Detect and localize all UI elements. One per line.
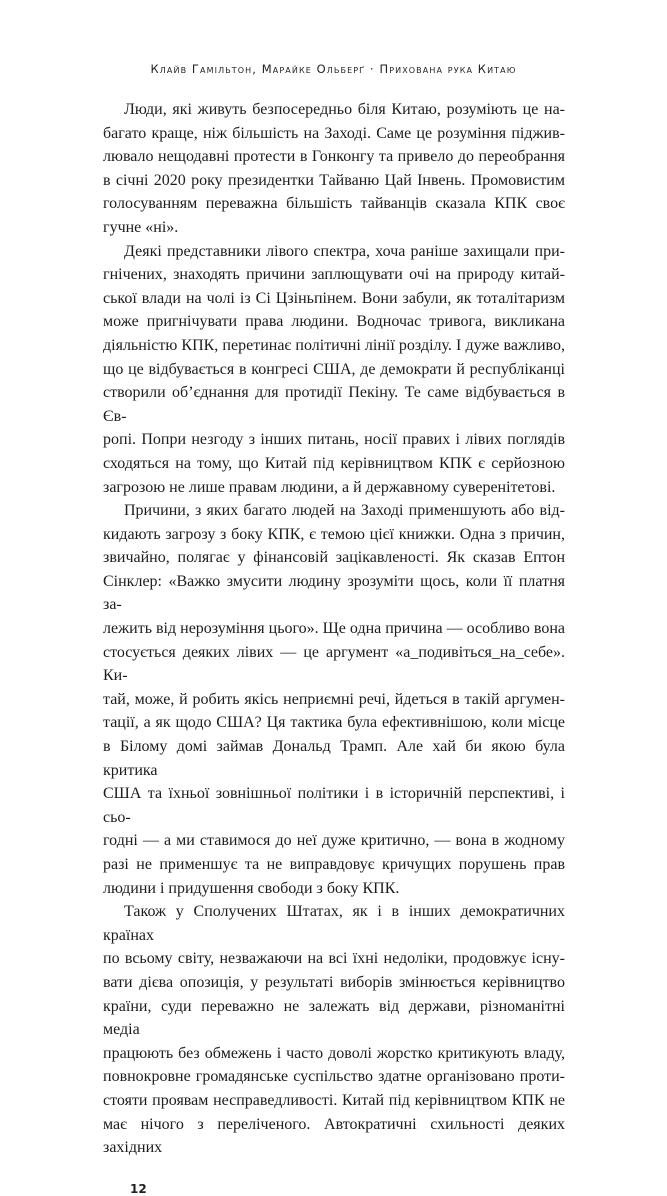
text-line: багато краще, ніж більшість на Заході. Саме це розуміння піджив-	[103, 124, 565, 142]
text-line: вати дієва опозиція, у результаті виборів змінюється керівництво	[103, 973, 565, 991]
text-line: тай, може, й робить якісь неприємні речі, йдеться в такій аргумен-	[103, 690, 565, 708]
text-line: гучне «ні».	[103, 218, 179, 236]
text-line: США та їхньої зовнішньої політики і в історичній перспективі, і сьо-	[103, 785, 565, 826]
text-line: працюють без обмежень і часто доволі жорстко критикують владу,	[103, 1044, 565, 1062]
text-line: годні — а ми ставимося до неї дуже критично, — вона в жодному	[103, 832, 565, 850]
text-line: може пригнічувати права людини. Водночас тривога, викликана	[103, 313, 565, 331]
text-line: кидають загрозу з боку КПК, є темою цієї книжки. Одна з причин,	[103, 525, 565, 543]
text-line: Люди, які живуть безпосередньо біля Китаю, розуміють це на-	[124, 101, 565, 118]
text-line: Деякі представники лівого спектра, хоча раніше захищали при-	[124, 242, 565, 260]
text-line: що це відбувається в конгресі США, де демократи й республіканці	[103, 360, 565, 378]
header-separator: ·	[365, 62, 380, 76]
text-line: людини і придушення свободи з боку КПК.	[103, 879, 400, 897]
text-line: лювало нещодавні протести в Гонконгу та привело до переобрання	[103, 148, 565, 166]
text-line: загрозою не лише правам людини, а й державному суверенітетові.	[103, 478, 556, 496]
text-line: сходяться на тому, що Китай під керівництвом КПК є серйозною	[103, 454, 565, 472]
paragraph	[103, 900, 565, 1160]
text-line: Також у Сполучених Штатах, як і в інших демократичних країнах	[103, 903, 565, 944]
paragraph	[103, 499, 565, 900]
text-line: має нічого з переліченого. Автократичні схильності деяких західних	[103, 1115, 565, 1157]
running-header	[0, 62, 667, 76]
text-line: Причини, з яких багато людей на Заході применшують або від-	[124, 502, 565, 520]
text-line: по всьому світу, незважаючи на всі їхні недоліки, продовжує існу-	[103, 950, 565, 968]
text-line: ропі. Попри незгоду з інших питань, носії правих і лівих поглядів	[103, 431, 565, 449]
text-line: в січні 2020 року президентки Тайваню Цай Інвень. Промовистим	[103, 171, 565, 189]
text-line: гнічених, знаходять причини заплющувати очі на природу китай-	[103, 266, 565, 284]
text-line: лежить від нерозуміння цього». Ще одна причина — особливо вона	[103, 620, 565, 638]
paragraph	[103, 98, 565, 240]
page-number: 12	[130, 1181, 147, 1196]
text-line: створили об’єднання для протидії Пекіну. Те саме відбувається в Єв-	[103, 384, 565, 425]
text-line: Сінклер: «Важко змусити людину зрозуміти щось, коли її платня за-	[103, 572, 565, 614]
text-line: звичайно, полягає у фінансовій зацікавленості. Як сказав Ептон	[103, 549, 565, 567]
text-line: в Білому домі займав Дональд Трамп. Але хай би якою була критика	[103, 738, 565, 779]
text-line: стосується деяких лівих — це аргумент «а_подивіться_на_себе». Ки-	[103, 643, 565, 685]
text-line: діяльністю КПК, перетинає політичні лінії розділу. І дуже важливо,	[103, 336, 565, 354]
text-line: повнокровне громадянське суспільство здатне організовано проти-	[103, 1068, 565, 1086]
paragraph	[103, 240, 565, 500]
text-column	[103, 98, 565, 1196]
body-text	[103, 98, 565, 1160]
text-line: країни, суди переважно не залежать від держави, різноманітні медіа	[103, 997, 565, 1039]
header-book-title: Прихована рука Китаю	[379, 62, 517, 76]
text-line: голосуванням переважна більшість тайванців сказала КПК своє	[103, 195, 565, 213]
text-line: стояти проявам несправедливості. Китай під керівництвом КПК не	[103, 1091, 565, 1109]
text-line: тації, а як щодо США? Ця тактика була ефективнішою, коли місце	[103, 714, 565, 732]
text-line: ської влади на чолі із Сі Цзіньпінем. Вони забули, як тоталітаризм	[103, 289, 565, 307]
text-line: разі не применшує та не виправдовує кричущих порушень прав	[103, 856, 565, 873]
header-authors: Клайв Гамільтон, Марайке Ольберґ	[150, 62, 366, 76]
